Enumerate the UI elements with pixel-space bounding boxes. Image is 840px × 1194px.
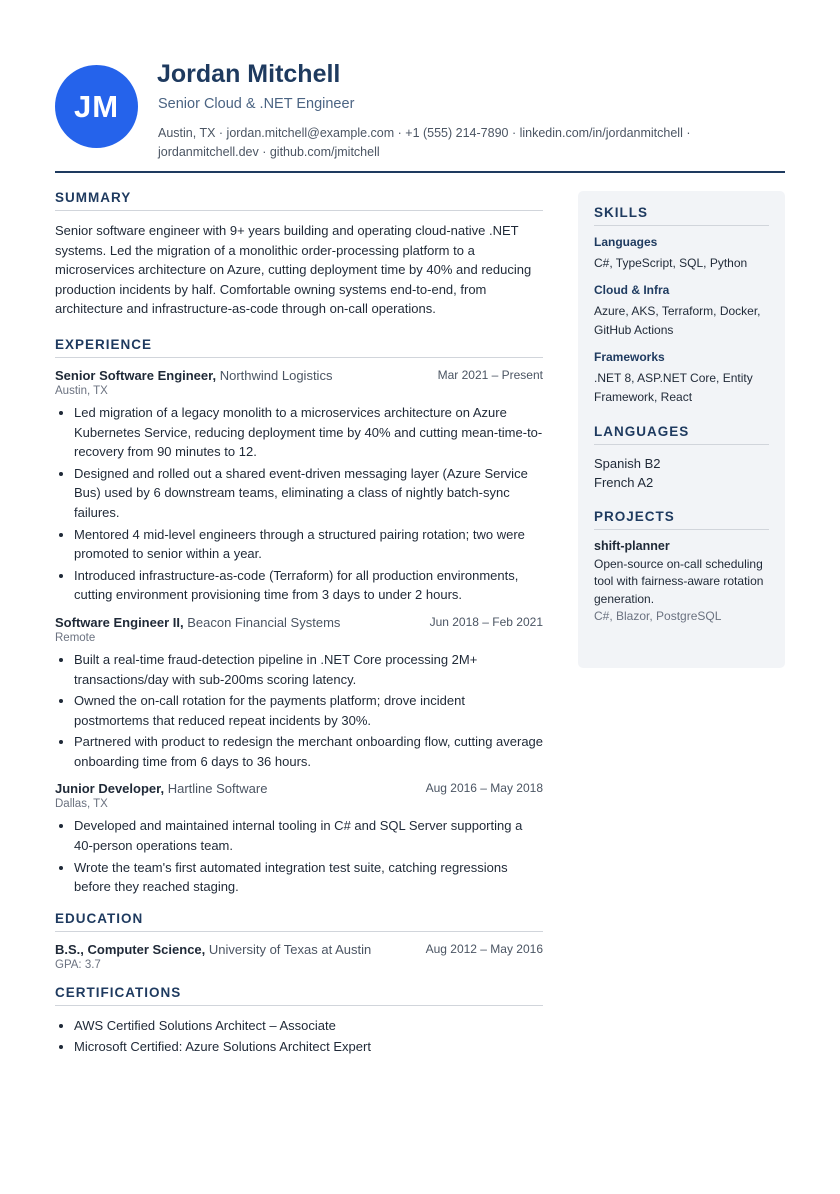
job-company: Hartline Software (167, 781, 268, 797)
list-item: • Led migration of a legacy monolith to a microservices architecture on Azure Kubernetes Service, reducing deployment time by 40% and cutting mean-time-to-recovery from 90 minutes to 12. (74, 403, 543, 462)
section-title: SUMMARY (55, 190, 543, 211)
list-item: • AWS Certified Solutions Architect – Associate (74, 1016, 543, 1036)
avatar: JM (55, 65, 138, 148)
gpa: GPA: 3.7 (55, 958, 101, 971)
skill-category: Frameworks (594, 349, 665, 364)
experience-section (55, 337, 543, 897)
list-item: • Microsoft Certified: Azure Solutions Architect Expert (74, 1037, 543, 1057)
language-item: Spanish B2 (594, 455, 661, 471)
list-item: • Partnered with product to redesign the merchant onboarding flow, cutting average onboarding time from 6 days to 36 hours. (74, 732, 543, 771)
job-bullets (55, 816, 543, 896)
certification-list (55, 1016, 543, 1057)
job-title: Software Engineer II, (55, 614, 184, 630)
project-tech: C#, Blazor, PostgreSQL (594, 609, 722, 623)
section-title: EXPERIENCE (55, 337, 543, 358)
section-title: PROJECTS (594, 509, 769, 530)
list-item: • Owned the on-call rotation for the payments platform; drove incident postmortems that reduced repeat incidents by 30%. (74, 691, 543, 730)
summary-text: Senior software engineer with 9+ years building and operating cloud-native .NET systems. Led the migration of a monolithic order-processing platform to a microservices architecture on Azure, cutting deployment time by 40% and reducing production incidents by half. Comfortable owning systems end-to-end, from architecture and infrastructure-as-code through on-call operations. (55, 223, 532, 317)
education-dates: Aug 2012 – May 2016 (425, 941, 543, 956)
job-location: Remote (55, 631, 96, 644)
header-divider (55, 171, 785, 173)
job-title: Senior Software Engineer, (55, 367, 217, 383)
section-title: CERTIFICATIONS (55, 985, 543, 1006)
list-item: • Wrote the team's first automated integration test suite, catching regressions before they reached staging. (74, 858, 543, 897)
skill-category: Languages (594, 235, 658, 249)
job-location: Austin, TX (55, 384, 108, 397)
language-item: French A2 (594, 475, 654, 490)
job-title: Junior Developer, (55, 781, 165, 797)
job-entry (55, 615, 543, 772)
certifications-section (55, 985, 543, 1057)
section-title: EDUCATION (55, 911, 543, 932)
list-item: • Developed and maintained internal tooling in C# and SQL Server supporting a 40-person operations team. (74, 816, 543, 855)
section-title: LANGUAGES (594, 424, 769, 445)
section-title: SKILLS (594, 205, 769, 226)
job-company: Beacon Financial Systems (187, 614, 341, 630)
project-description: Open-source on-call scheduling tool with fairness-aware rotation generation. (594, 556, 764, 606)
main-column (55, 190, 543, 1071)
skill-items: C#, TypeScript, SQL, Python (594, 256, 748, 270)
job-company: Northwind Logistics (219, 367, 333, 383)
candidate-name: Jordan Mitchell (157, 60, 341, 88)
project-name: shift-planner (594, 538, 670, 553)
contact-line: Austin, TX · jordan.mitchell@example.com · +1 (555) 214-7890 · linkedin.com/in/jordanmitchell · jordanmitchell.dev · github.com/jmitchell (158, 126, 691, 159)
job-dates: Jun 2018 – Feb 2021 (429, 614, 543, 629)
job-entry (55, 781, 543, 896)
list-item: • Introduced infrastructure-as-code (Terraform) for all production environments, cutting environment provisioning time from 3 days to under 2 hours. (74, 566, 543, 605)
job-bullets (55, 650, 543, 772)
education-section (55, 911, 543, 971)
summary-section (55, 190, 543, 319)
job-dates: Mar 2021 – Present (437, 367, 543, 382)
job-bullets (55, 403, 543, 605)
sidebar (578, 191, 785, 668)
job-dates: Aug 2016 – May 2018 (425, 781, 543, 796)
list-item: • Designed and rolled out a shared event-driven messaging layer (Azure Service Bus) used by 6 downstream teams, eliminating a class of nightly batch-sync failures. (74, 464, 543, 523)
list-item: • Built a real-time fraud-detection pipeline in .NET Core processing 2M+ transactions/day with sub-200ms scoring latency. (74, 650, 543, 689)
job-location: Dallas, TX (55, 798, 108, 811)
candidate-role: Senior Cloud & .NET Engineer (158, 96, 355, 112)
degree: B.S., Computer Science, (55, 941, 206, 957)
skill-category: Cloud & Infra (594, 282, 670, 297)
list-item: • Mentored 4 mid-level engineers through a structured pairing rotation; two were promoted to senior within a year. (74, 525, 543, 564)
skill-items: .NET 8, ASP.NET Core, Entity Framework, React (594, 370, 753, 404)
job-entry (55, 368, 543, 605)
school: University of Texas at Austin (208, 941, 372, 957)
skill-items: Azure, AKS, Terraform, Docker, GitHub Actions (594, 303, 761, 337)
